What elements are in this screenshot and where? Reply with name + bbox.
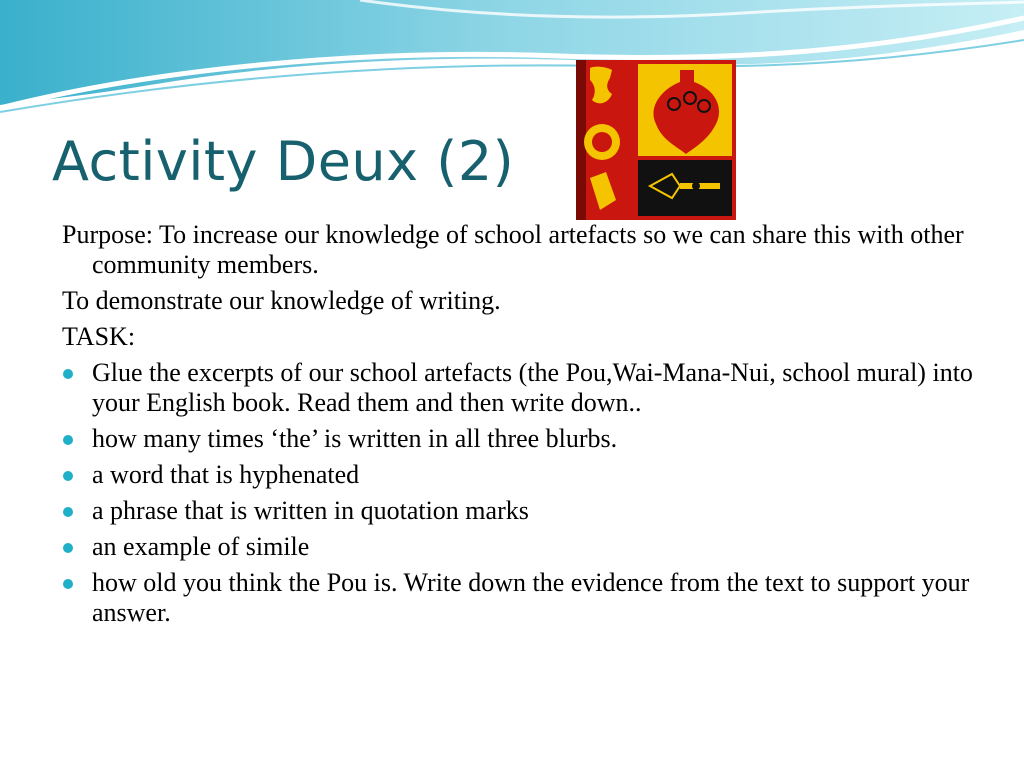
list-item-text: a word that is hyphenated xyxy=(92,460,360,489)
list-item xyxy=(62,532,982,562)
list-item-text: how old you think the Pou is. Write down the evidence from the text to support your answer. xyxy=(92,568,970,627)
list-item-text: how many times ‘the’ is written in all three blurbs. xyxy=(92,424,618,453)
list-item-text: an example of simile xyxy=(92,532,310,561)
bullet-icon xyxy=(63,507,73,517)
purpose-text: Purpose: To increase our knowledge of school artefacts so we can share this with other community members. xyxy=(62,220,964,279)
bullet-icon xyxy=(63,543,73,553)
task-list xyxy=(62,358,982,628)
list-item xyxy=(62,568,982,628)
task-heading: TASK: xyxy=(62,322,136,351)
slide-body xyxy=(62,220,982,634)
list-item-text: Glue the excerpts of our school artefacts (the Pou,Wai-Mana-Nui, school mural) into your English book. Read them and then write down.. xyxy=(92,358,973,417)
list-item xyxy=(62,424,982,454)
bullet-icon xyxy=(63,579,73,589)
bullet-icon xyxy=(63,369,73,379)
bullet-icon xyxy=(63,471,73,481)
demonstrate-text: To demonstrate our knowledge of writing. xyxy=(62,286,501,315)
list-item-text: a phrase that is written in quotation marks xyxy=(92,496,529,525)
slide-title: Activity Deux (2) xyxy=(52,130,515,193)
header-wave-decoration xyxy=(0,0,1024,120)
bullet-icon xyxy=(63,435,73,445)
list-item xyxy=(62,496,982,526)
list-item xyxy=(62,460,982,490)
artefacts-clipart-icon xyxy=(576,60,736,220)
list-item xyxy=(62,358,982,418)
